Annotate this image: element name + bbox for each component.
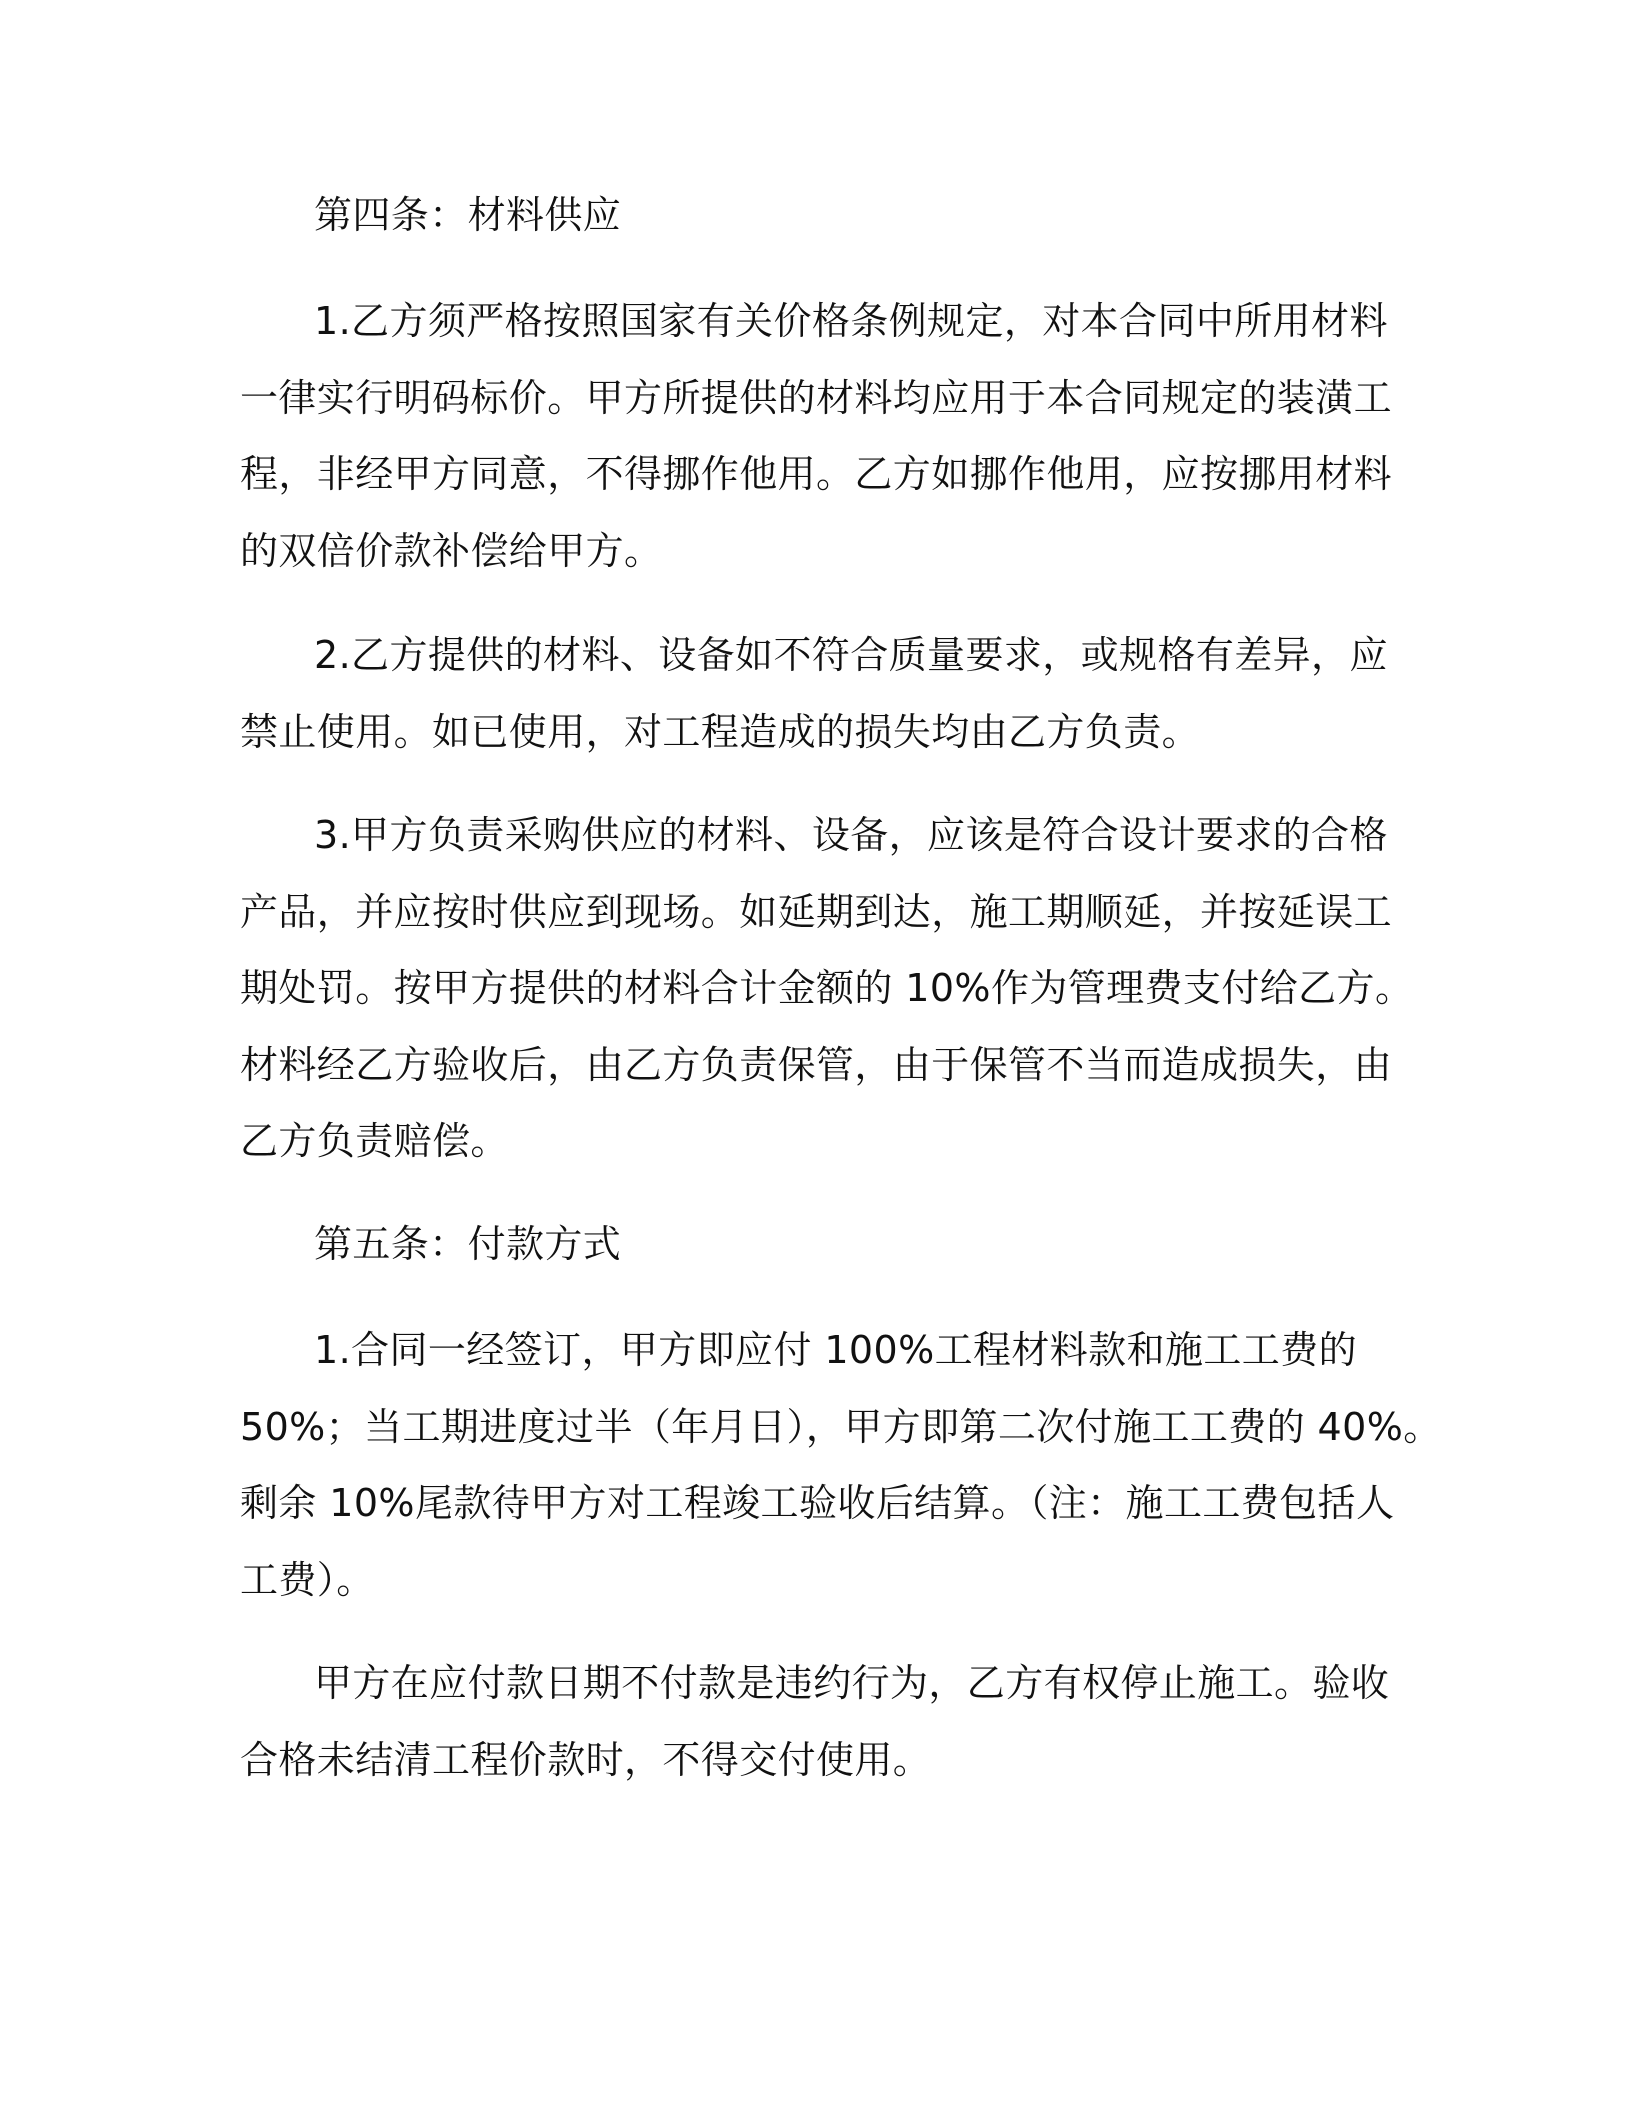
paragraph-line: 禁止使用。如已使用，对工程造成的损失均由乙方负责。 xyxy=(240,709,1201,754)
paragraph-line: 3.甲方负责采购供应的材料、设备，应该是符合设计要求的合格 xyxy=(314,813,1388,857)
section-heading-text: 第五条：付款方式 xyxy=(314,1222,622,1266)
paragraph-line: 甲方在应付款日期不付款是违约行为，乙方有权停止施工。验收 xyxy=(314,1661,1390,1705)
paragraph-line: 50%；当工期进度过半（年月日），甲方即第二次付施工工费的 40%。 xyxy=(240,1404,1442,1449)
paragraph-line: 期处罚。按甲方提供的材料合计金额的 10%作为管理费支付给乙方。 xyxy=(240,966,1414,1010)
section-heading xyxy=(240,177,1420,254)
paragraph-line: 乙方负责赔偿。 xyxy=(240,1119,509,1163)
paragraph-line: 一律实行明码标价。甲方所提供的材料均应用于本合同规定的装潢工 xyxy=(240,375,1393,420)
paragraph-line: 程，非经甲方同意，不得挪作他用。乙方如挪作他用，应按挪用材料 xyxy=(240,452,1393,496)
paragraph-line: 工费）。 xyxy=(240,1557,375,1602)
paragraph-line: 材料经乙方验收后，由乙方负责保管，由于保管不当而造成损失，由 xyxy=(240,1042,1393,1087)
paragraph-line: 的双倍价款补偿给甲方。 xyxy=(240,528,663,573)
paragraph xyxy=(240,797,1420,1180)
paragraph xyxy=(240,617,1420,770)
paragraph xyxy=(240,283,1420,589)
section-heading-text: 第四条：材料供应 xyxy=(314,193,622,237)
paragraph-line: 合格未结清工程价款时，不得交付使用。 xyxy=(240,1737,932,1782)
paragraph xyxy=(240,1645,1420,1798)
paragraph-line: 剩余 10%尾款待甲方对工程竣工验收后结算。（注：施工工费包括人 xyxy=(240,1481,1395,1525)
paragraph-line: 产品，并应按时供应到现场。如延期到达，施工期顺延，并按延误工 xyxy=(240,889,1393,934)
paragraph-line: 2.乙方提供的材料、设备如不符合质量要求，或规格有差异，应 xyxy=(314,633,1388,677)
paragraph-line: 1.合同一经签订，甲方即应付 100%工程材料款和施工工费的 xyxy=(314,1328,1357,1372)
section-heading xyxy=(240,1206,1420,1283)
paragraph-line: 1.乙方须严格按照国家有关价格条例规定，对本合同中所用材料 xyxy=(314,299,1388,343)
paragraph xyxy=(240,1312,1442,1618)
